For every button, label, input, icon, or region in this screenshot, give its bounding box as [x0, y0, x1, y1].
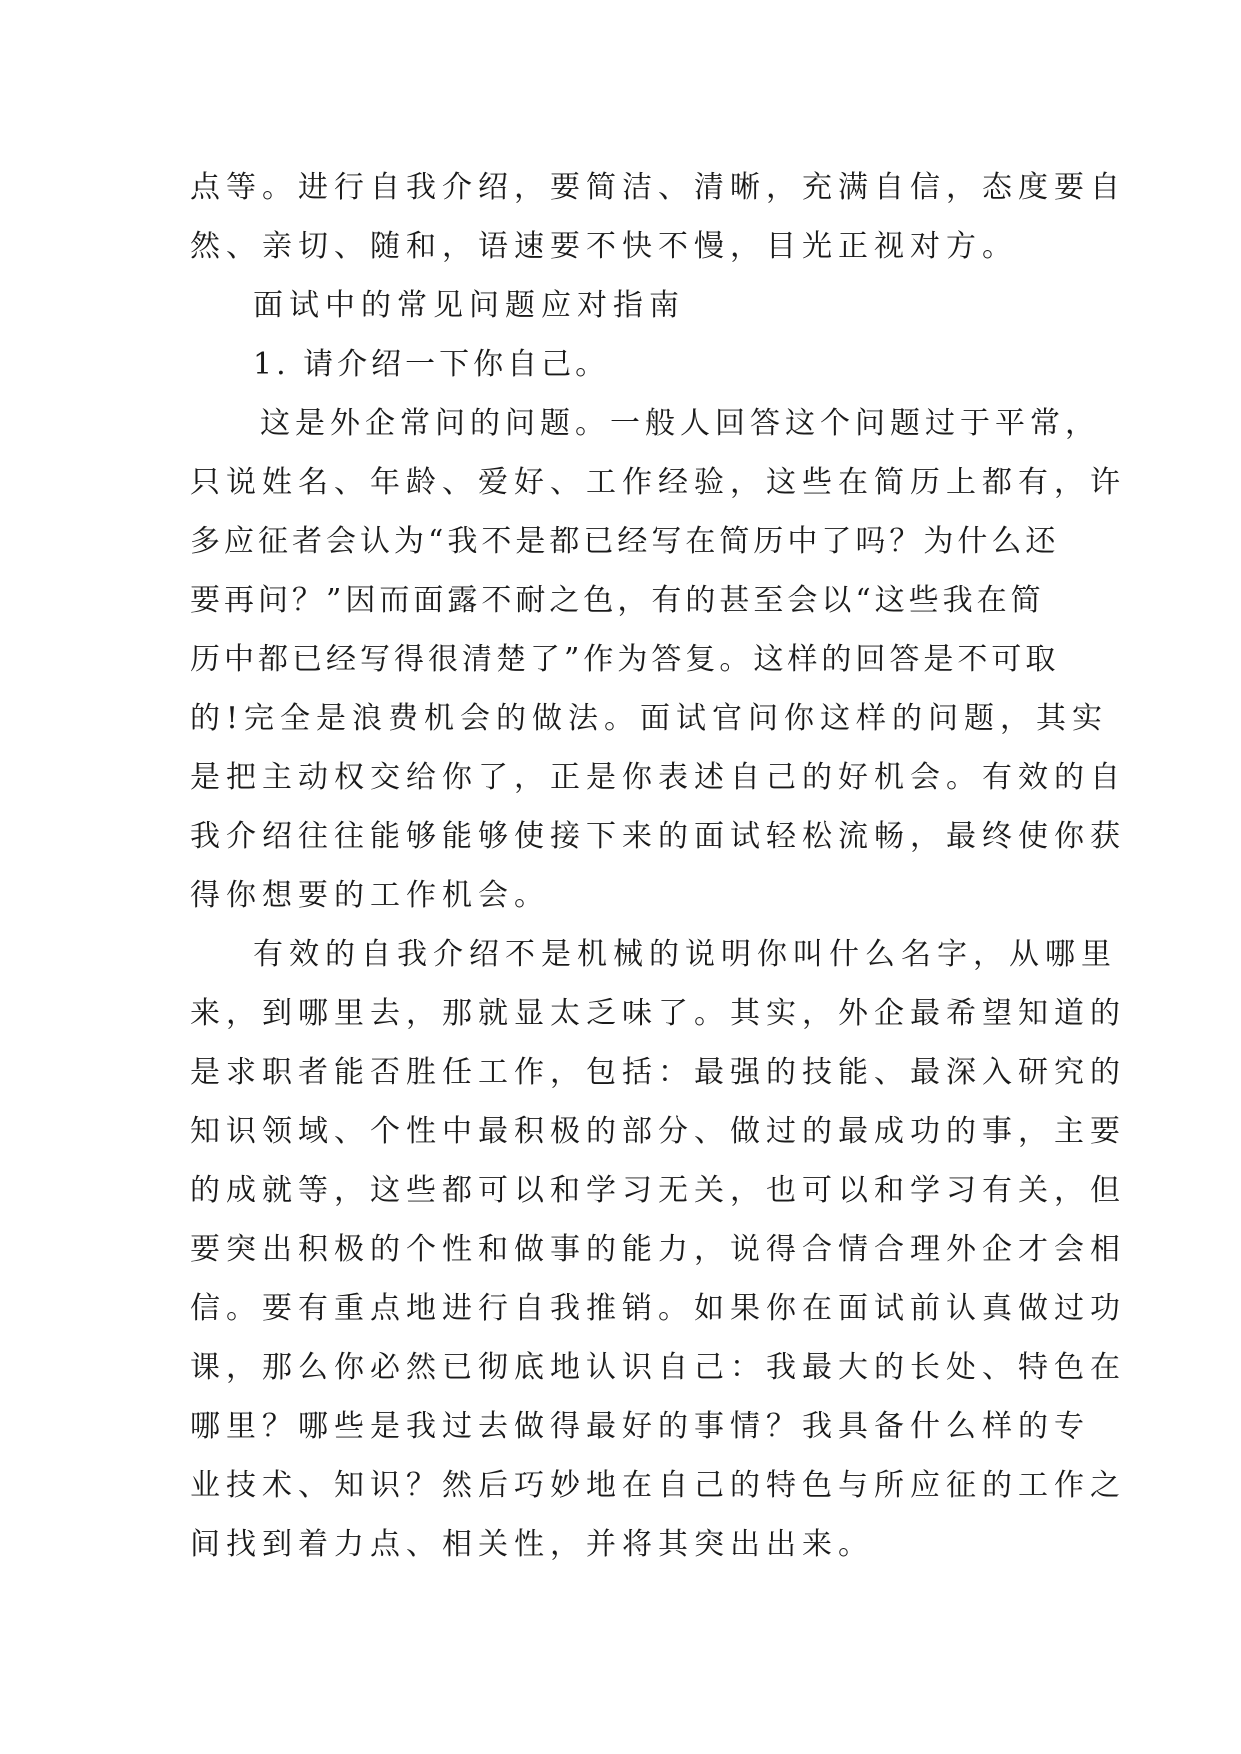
text-line: 信。要有重点地进行自我推销。如果你在面试前认真做过功: [190, 1291, 1126, 1326]
text-line: 课，那么你必然已彻底地认识自己：我最大的长处、特色在: [190, 1350, 1126, 1385]
text-line: 只说姓名、年龄、爱好、工作经验，这些在简历上都有，许: [190, 465, 1126, 500]
text-line: 这是外企常问的问题。一般人回答这个问题过于平常，: [260, 406, 1100, 441]
text-line: 我介绍往往能够能够使接下来的面试轻松流畅，最终使你获: [190, 819, 1126, 854]
text-line: 的成就等，这些都可以和学习无关，也可以和学习有关，但: [190, 1173, 1126, 1208]
text-line: 的!完全是浪费机会的做法。面试官问你这样的问题，其实: [190, 701, 1109, 736]
text-line: 有效的自我介绍不是机械的说明你叫什么名字，从哪里: [253, 937, 1117, 972]
text-line: 点等。进行自我介绍，要简洁、清晰，充满自信，态度要自: [190, 170, 1126, 205]
text-line: 多应征者会认为“我不是都已经写在简历中了吗？为什么还: [190, 524, 1060, 559]
text-line: 是求职者能否胜任工作，包括：最强的技能、最深入研究的: [190, 1055, 1126, 1090]
text-line: 要再问？”因而面露不耐之色，有的甚至会以“这些我在简: [190, 583, 1045, 618]
text-line: 得你想要的工作机会。: [190, 878, 550, 913]
text-line: 业技术、知识？然后巧妙地在自己的特色与所应征的工作之: [190, 1468, 1126, 1503]
text-line: 来，到哪里去，那就显太乏味了。其实，外企最希望知道的: [190, 996, 1126, 1031]
text-line: 然、亲切、随和，语速要不快不慢，目光正视对方。: [190, 229, 1018, 264]
question-heading: 1. 请介绍一下你自己。: [253, 347, 610, 382]
text-line: 哪里？哪些是我过去做得最好的事情？我具备什么样的专: [190, 1409, 1090, 1444]
text-line: 是把主动权交给你了，正是你表述自己的好机会。有效的自: [190, 760, 1126, 795]
section-heading: 面试中的常见问题应对指南: [253, 288, 685, 323]
text-line: 要突出积极的个性和做事的能力，说得合情合理外企才会相: [190, 1232, 1126, 1267]
text-line: 知识领域、个性中最积极的部分、做过的最成功的事，主要: [190, 1114, 1126, 1149]
text-line: 历中都已经写得很清楚了”作为答复。这样的回答是不可取: [190, 642, 1060, 677]
text-line: 间找到着力点、相关性，并将其突出出来。: [190, 1527, 874, 1562]
